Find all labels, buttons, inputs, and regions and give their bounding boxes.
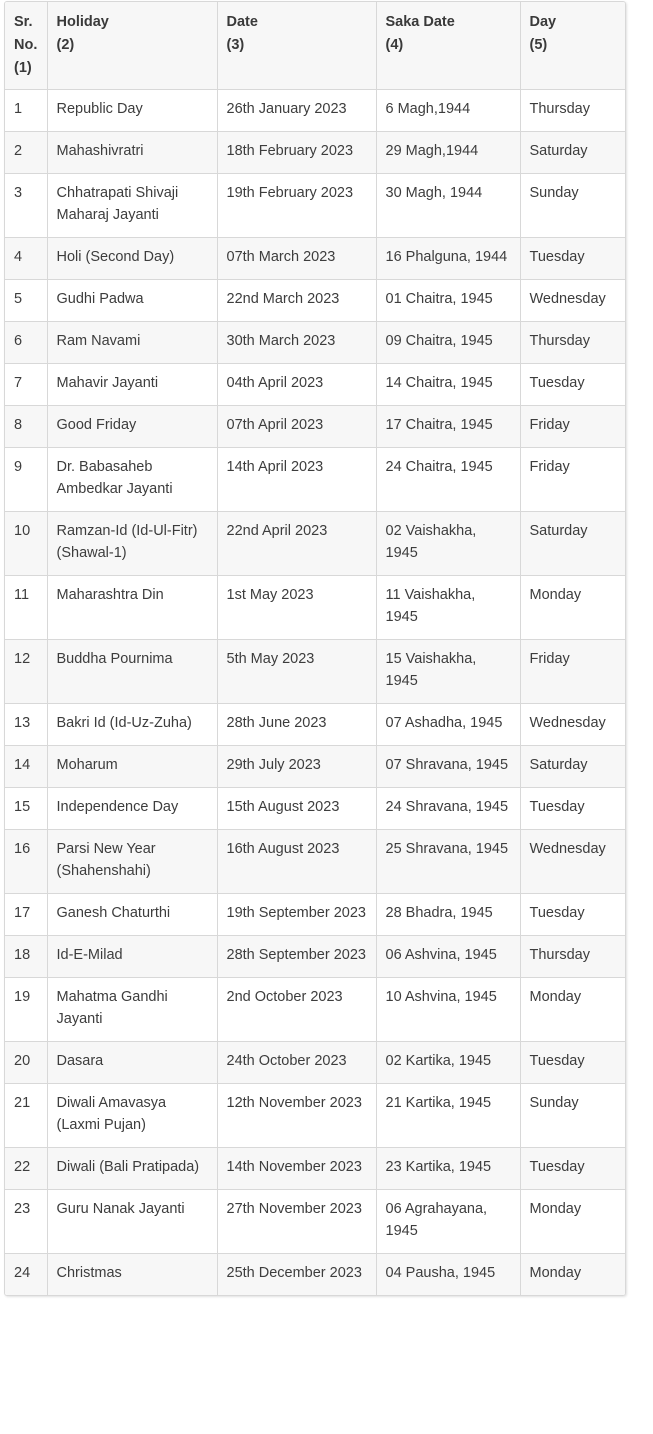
cell-saka-date: 07 Ashadha, 1945 [376,704,520,746]
cell-day: Wednesday [520,704,625,746]
cell-sr-no: 12 [5,640,47,704]
cell-day: Thursday [520,936,625,978]
table-row [5,364,625,406]
cell-holiday: Buddha Pournima [47,640,217,704]
cell-saka-date: 14 Chaitra, 1945 [376,364,520,406]
cell-sr-no: 21 [5,1084,47,1148]
cell-day: Sunday [520,174,625,238]
cell-day: Tuesday [520,894,625,936]
table-row [5,830,625,894]
cell-day: Tuesday [520,788,625,830]
cell-date: 16th August 2023 [217,830,376,894]
cell-saka-date: 10 Ashvina, 1945 [376,978,520,1042]
cell-holiday: Ganesh Chaturthi [47,894,217,936]
cell-date: 28th September 2023 [217,936,376,978]
cell-sr-no: 6 [5,322,47,364]
cell-sr-no: 4 [5,238,47,280]
cell-saka-date: 30 Magh, 1944 [376,174,520,238]
cell-sr-no: 5 [5,280,47,322]
cell-holiday: Chhatrapati Shivaji Maharaj Jayanti [47,174,217,238]
cell-sr-no: 11 [5,576,47,640]
table-row [5,788,625,830]
cell-holiday: Mahashivratri [47,132,217,174]
table-row [5,576,625,640]
cell-date: 19th February 2023 [217,174,376,238]
table-row [5,132,625,174]
holiday-table [5,2,625,1295]
cell-saka-date: 25 Shravana, 1945 [376,830,520,894]
table-row [5,512,625,576]
table-body [5,90,625,1296]
cell-sr-no: 19 [5,978,47,1042]
cell-saka-date: 06 Ashvina, 1945 [376,936,520,978]
cell-saka-date: 23 Kartika, 1945 [376,1148,520,1190]
header-date: Date (3) [217,2,376,90]
cell-sr-no: 20 [5,1042,47,1084]
cell-saka-date: 24 Shravana, 1945 [376,788,520,830]
cell-day: Friday [520,406,625,448]
cell-saka-date: 01 Chaitra, 1945 [376,280,520,322]
cell-sr-no: 7 [5,364,47,406]
cell-date: 15th August 2023 [217,788,376,830]
cell-holiday: Moharum [47,746,217,788]
table-row [5,1254,625,1296]
table-header-row [5,2,625,90]
cell-day: Friday [520,640,625,704]
cell-day: Friday [520,448,625,512]
cell-saka-date: 07 Shravana, 1945 [376,746,520,788]
header-sr-no: Sr. No. (1) [5,2,47,90]
table-row [5,894,625,936]
cell-date: 07th March 2023 [217,238,376,280]
table-row [5,1042,625,1084]
cell-holiday: Christmas [47,1254,217,1296]
cell-day: Tuesday [520,238,625,280]
cell-saka-date: 02 Kartika, 1945 [376,1042,520,1084]
table-row [5,978,625,1042]
cell-saka-date: 06 Agrahayana, 1945 [376,1190,520,1254]
cell-sr-no: 10 [5,512,47,576]
cell-date: 18th February 2023 [217,132,376,174]
cell-day: Tuesday [520,364,625,406]
cell-sr-no: 16 [5,830,47,894]
cell-day: Monday [520,1254,625,1296]
table-row [5,90,625,132]
table-row [5,1084,625,1148]
cell-date: 14th April 2023 [217,448,376,512]
table-row [5,174,625,238]
cell-holiday: Mahatma Gandhi Jayanti [47,978,217,1042]
cell-sr-no: 18 [5,936,47,978]
cell-holiday: Good Friday [47,406,217,448]
cell-date: 28th June 2023 [217,704,376,746]
cell-sr-no: 9 [5,448,47,512]
cell-date: 22nd March 2023 [217,280,376,322]
table-row [5,746,625,788]
cell-saka-date: 6 Magh,1944 [376,90,520,132]
cell-sr-no: 13 [5,704,47,746]
cell-holiday: Republic Day [47,90,217,132]
table-row [5,448,625,512]
cell-holiday: Dr. Babasaheb Ambedkar Jayanti [47,448,217,512]
cell-holiday: Ram Navami [47,322,217,364]
cell-saka-date: 16 Phalguna, 1944 [376,238,520,280]
table-row [5,238,625,280]
cell-sr-no: 8 [5,406,47,448]
cell-date: 1st May 2023 [217,576,376,640]
cell-day: Tuesday [520,1148,625,1190]
cell-date: 27th November 2023 [217,1190,376,1254]
holiday-table-container [4,1,626,1296]
cell-date: 2nd October 2023 [217,978,376,1042]
cell-saka-date: 04 Pausha, 1945 [376,1254,520,1296]
cell-date: 19th September 2023 [217,894,376,936]
cell-saka-date: 02 Vaishakha, 1945 [376,512,520,576]
cell-holiday: Parsi New Year (Shahenshahi) [47,830,217,894]
table-row [5,322,625,364]
cell-saka-date: 24 Chaitra, 1945 [376,448,520,512]
cell-day: Monday [520,1190,625,1254]
cell-holiday: Mahavir Jayanti [47,364,217,406]
cell-saka-date: 17 Chaitra, 1945 [376,406,520,448]
cell-date: 07th April 2023 [217,406,376,448]
cell-day: Monday [520,978,625,1042]
cell-holiday: Maharashtra Din [47,576,217,640]
cell-day: Saturday [520,512,625,576]
cell-holiday: Id-E-Milad [47,936,217,978]
cell-sr-no: 22 [5,1148,47,1190]
cell-date: 29th July 2023 [217,746,376,788]
cell-holiday: Gudhi Padwa [47,280,217,322]
cell-saka-date: 09 Chaitra, 1945 [376,322,520,364]
cell-date: 5th May 2023 [217,640,376,704]
header-holiday: Holiday (2) [47,2,217,90]
cell-sr-no: 15 [5,788,47,830]
header-saka-date: Saka Date (4) [376,2,520,90]
cell-day: Monday [520,576,625,640]
table-row [5,1148,625,1190]
cell-holiday: Diwali (Bali Pratipada) [47,1148,217,1190]
cell-saka-date: 21 Kartika, 1945 [376,1084,520,1148]
cell-day: Tuesday [520,1042,625,1084]
cell-date: 30th March 2023 [217,322,376,364]
cell-sr-no: 17 [5,894,47,936]
cell-day: Saturday [520,746,625,788]
cell-day: Wednesday [520,830,625,894]
cell-date: 25th December 2023 [217,1254,376,1296]
table-row [5,280,625,322]
cell-day: Wednesday [520,280,625,322]
cell-saka-date: 15 Vaishakha, 1945 [376,640,520,704]
cell-holiday: Holi (Second Day) [47,238,217,280]
cell-holiday: Ramzan-Id (Id-Ul-Fitr) (Shawal-1) [47,512,217,576]
table-row [5,936,625,978]
header-day: Day (5) [520,2,625,90]
cell-day: Thursday [520,322,625,364]
cell-holiday: Dasara [47,1042,217,1084]
cell-sr-no: 2 [5,132,47,174]
cell-holiday: Diwali Amavasya (Laxmi Pujan) [47,1084,217,1148]
cell-sr-no: 24 [5,1254,47,1296]
cell-sr-no: 3 [5,174,47,238]
cell-holiday: Independence Day [47,788,217,830]
table-row [5,640,625,704]
cell-sr-no: 1 [5,90,47,132]
cell-holiday: Bakri Id (Id-Uz-Zuha) [47,704,217,746]
cell-date: 12th November 2023 [217,1084,376,1148]
table-row [5,1190,625,1254]
cell-day: Thursday [520,90,625,132]
table-row [5,704,625,746]
cell-holiday: Guru Nanak Jayanti [47,1190,217,1254]
cell-saka-date: 11 Vaishakha, 1945 [376,576,520,640]
table-row [5,406,625,448]
cell-date: 24th October 2023 [217,1042,376,1084]
cell-sr-no: 23 [5,1190,47,1254]
cell-day: Sunday [520,1084,625,1148]
cell-saka-date: 28 Bhadra, 1945 [376,894,520,936]
cell-date: 04th April 2023 [217,364,376,406]
cell-saka-date: 29 Magh,1944 [376,132,520,174]
cell-date: 14th November 2023 [217,1148,376,1190]
cell-date: 26th January 2023 [217,90,376,132]
cell-day: Saturday [520,132,625,174]
cell-date: 22nd April 2023 [217,512,376,576]
cell-sr-no: 14 [5,746,47,788]
